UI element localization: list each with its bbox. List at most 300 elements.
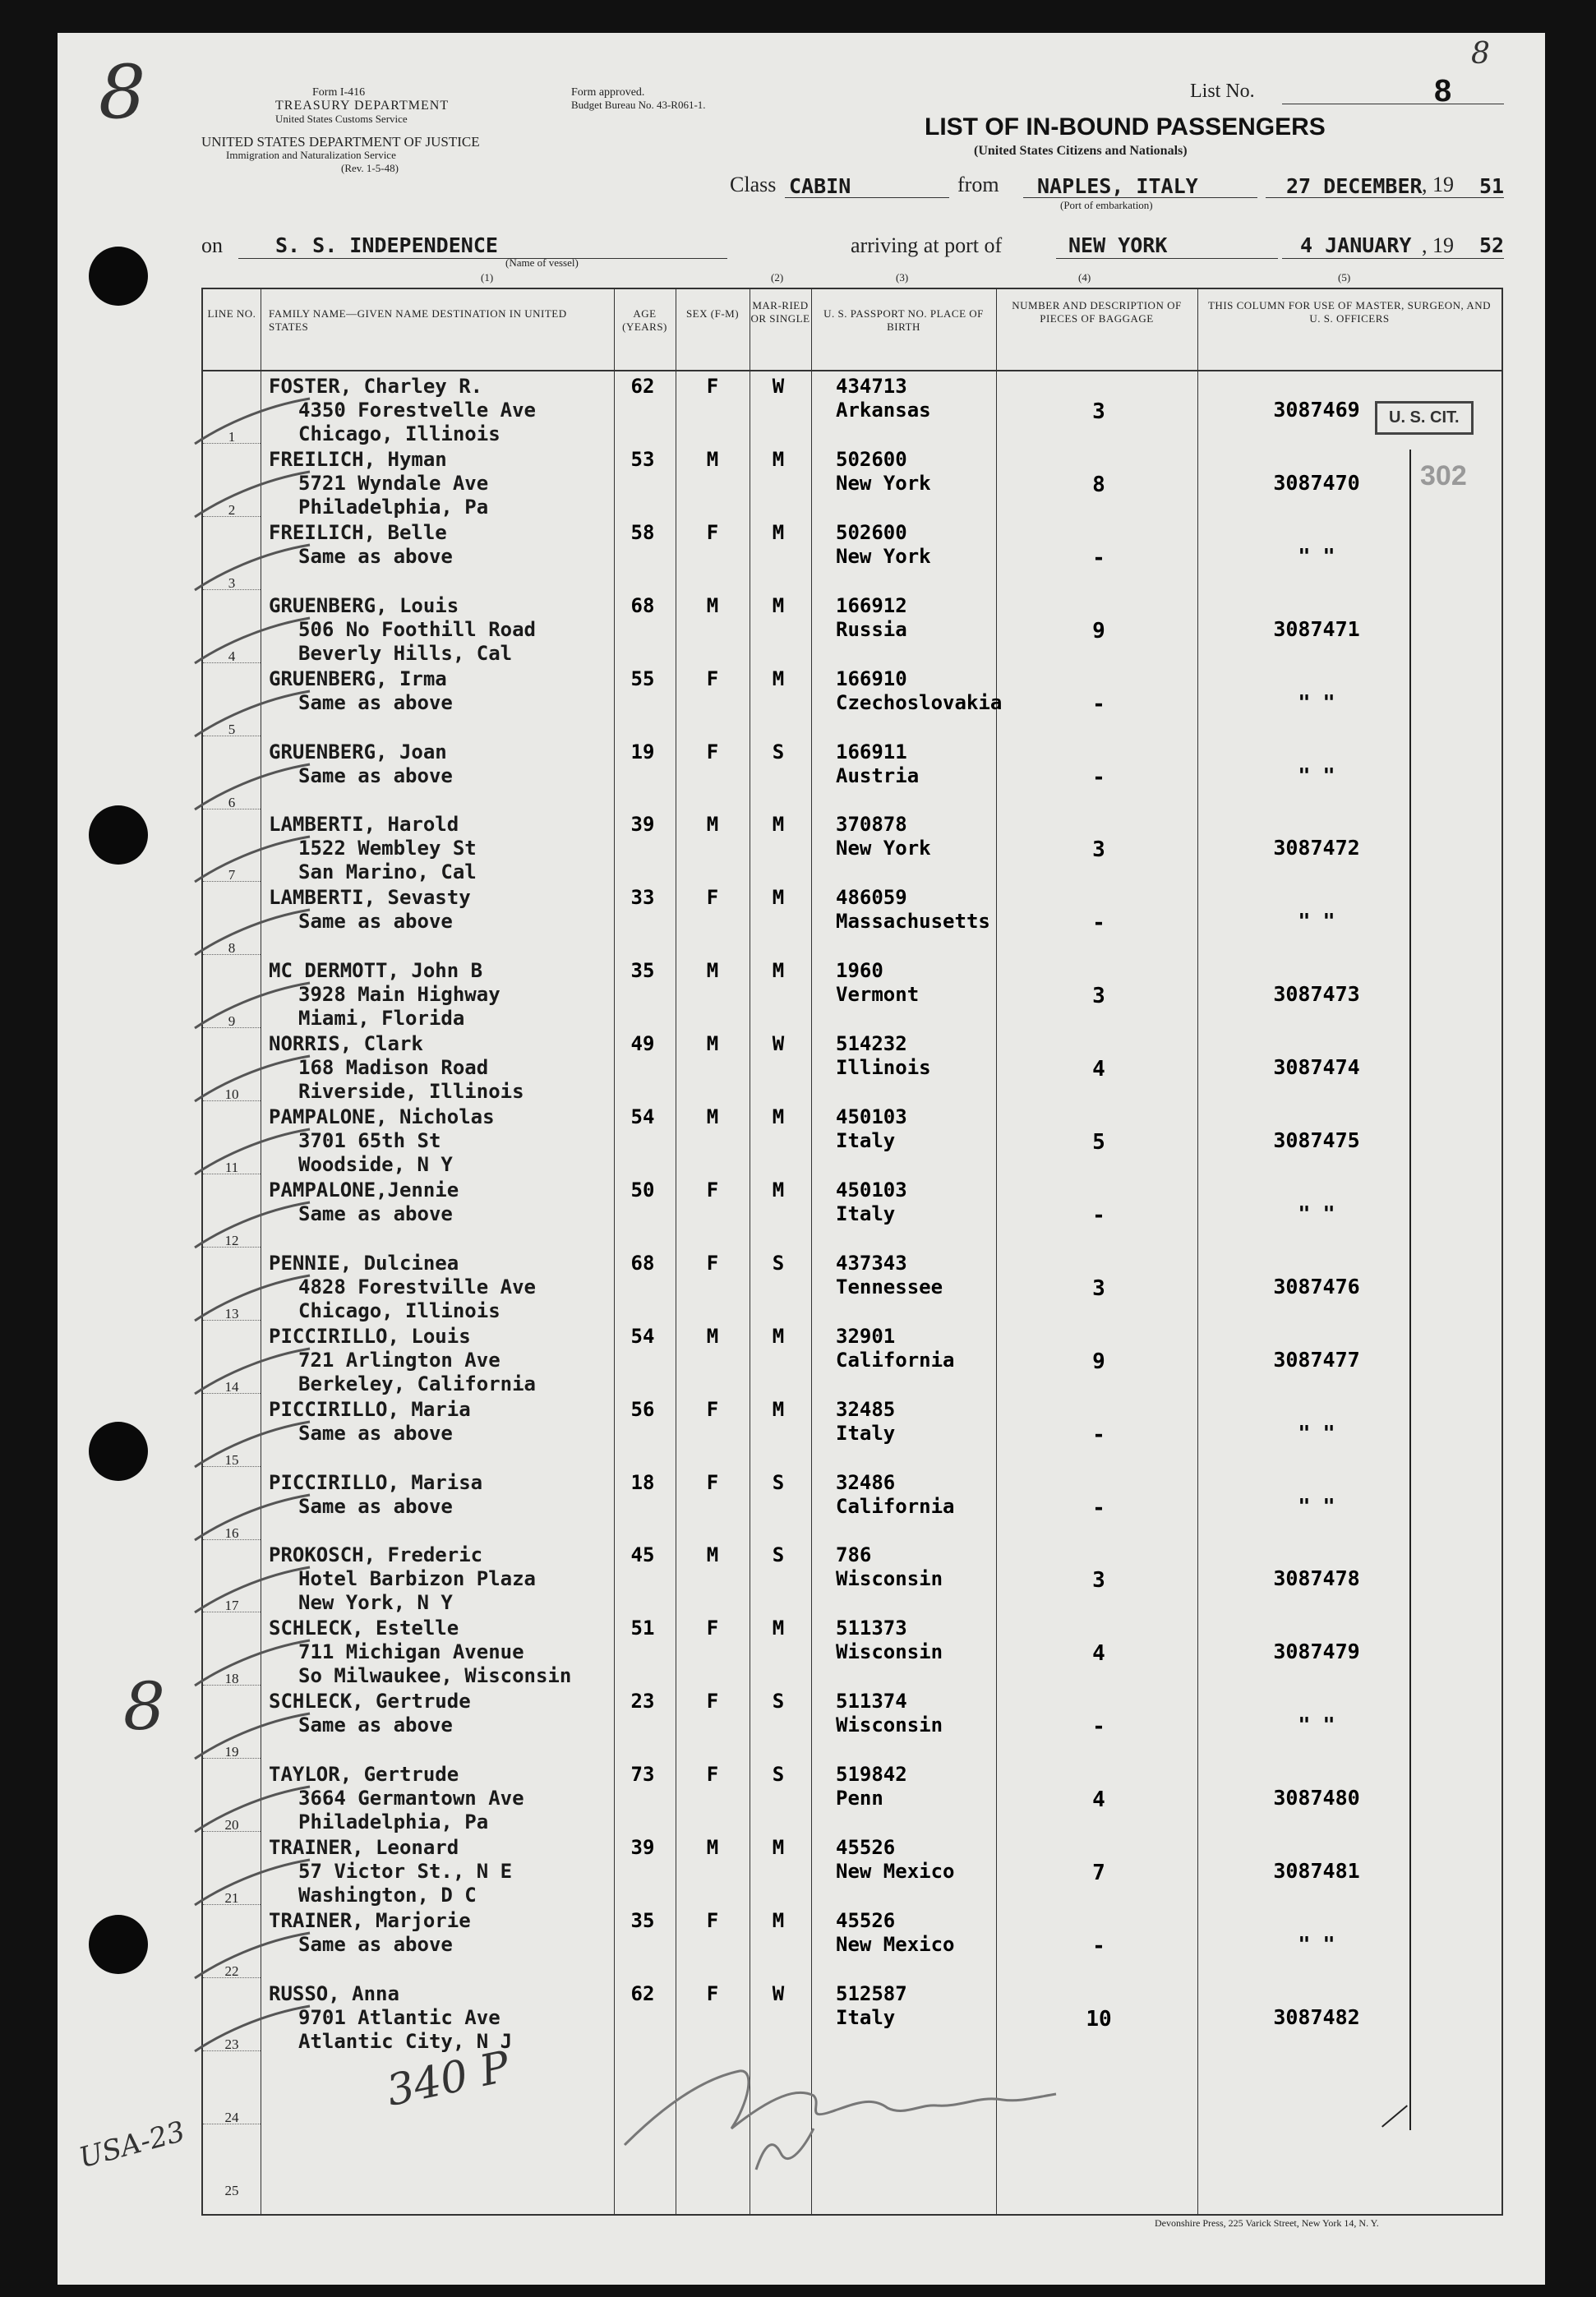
address-line-1: Same as above bbox=[298, 1714, 453, 1737]
passport-number: 32901 bbox=[836, 1324, 896, 1348]
marital-status: M bbox=[772, 1836, 785, 1859]
address-line-1: Same as above bbox=[298, 1421, 453, 1445]
sex: F bbox=[706, 1178, 719, 1202]
place-of-birth: Tennessee bbox=[836, 1275, 943, 1298]
baggage-count: 3 bbox=[1092, 1568, 1105, 1594]
address-line-2: So Milwaukee, Wisconsin bbox=[298, 1664, 572, 1688]
place-of-birth: Austria bbox=[836, 763, 920, 787]
officer-entry: " " bbox=[1298, 543, 1335, 568]
baggage-count: - bbox=[1092, 691, 1105, 717]
column-number: (3) bbox=[896, 271, 909, 284]
officer-signature bbox=[608, 2046, 1068, 2178]
baggage-count: - bbox=[1092, 1422, 1105, 1447]
sex: F bbox=[706, 1690, 719, 1714]
address-line-2: Woodside, N Y bbox=[298, 1153, 453, 1176]
us-citizen-stamp: U. S. CIT. bbox=[1375, 401, 1474, 435]
place-of-birth: Penn bbox=[836, 1787, 883, 1810]
passport-birthplace bbox=[836, 1836, 955, 1884]
sex: M bbox=[706, 447, 719, 471]
passenger-name: PROKOSCH, Frederic bbox=[269, 1543, 483, 1567]
passport-birthplace bbox=[836, 1252, 943, 1299]
passenger-name: GRUENBERG, Irma bbox=[269, 666, 447, 690]
table-row bbox=[203, 809, 1501, 882]
arrival-date: 4 JANUARY bbox=[1300, 233, 1412, 257]
place-of-birth: Czechoslovakia bbox=[836, 690, 1003, 714]
officer-entry: 3087469 bbox=[1273, 398, 1360, 422]
age: 56 bbox=[630, 1397, 655, 1421]
table-row bbox=[203, 883, 1501, 955]
marital-status: M bbox=[772, 886, 785, 910]
table-row bbox=[203, 1540, 1501, 1615]
line-number: 21 bbox=[224, 1890, 239, 1906]
officer-entry: " " bbox=[1298, 690, 1335, 714]
address-line-1: Same as above bbox=[298, 690, 453, 714]
passenger-name: NORRIS, Clark bbox=[269, 1032, 423, 1056]
passport-birthplace bbox=[836, 1398, 895, 1446]
line-number: 8 bbox=[228, 940, 236, 957]
class-label: Class bbox=[730, 173, 777, 196]
place-of-birth: New York bbox=[836, 837, 931, 860]
arrive-year-prefix: , 19 bbox=[1422, 233, 1454, 257]
class-value: CABIN bbox=[789, 174, 851, 198]
officer-entry: 3087477 bbox=[1273, 1347, 1360, 1372]
passport-number: 511374 bbox=[836, 1690, 907, 1714]
address-line-1: Hotel Barbizon Plaza bbox=[298, 1567, 536, 1591]
dept-customs: United States Customs Service bbox=[275, 113, 408, 125]
sex: M bbox=[706, 1543, 719, 1567]
port-line bbox=[1056, 258, 1278, 259]
address-line-1: 4828 Forestville Ave bbox=[298, 1275, 536, 1298]
sex: M bbox=[706, 1032, 719, 1056]
baggage-count: 3 bbox=[1092, 399, 1105, 424]
age: 54 bbox=[630, 1324, 655, 1348]
row-separator bbox=[203, 443, 261, 444]
passport-number: 450103 bbox=[836, 1105, 907, 1128]
dept-justice: UNITED STATES DEPARTMENT OF JUSTICE bbox=[201, 134, 480, 150]
officer-entry: 3087478 bbox=[1273, 1566, 1360, 1591]
place-of-birth: Massachusetts bbox=[836, 910, 990, 934]
place-of-birth: Italy bbox=[836, 1129, 896, 1152]
line-number: 5 bbox=[228, 721, 236, 737]
table-row bbox=[203, 737, 1501, 809]
passenger-name: TAYLOR, Gertrude bbox=[269, 1763, 459, 1787]
table-row bbox=[203, 371, 1501, 444]
row-separator bbox=[203, 662, 261, 663]
address-line-2: San Marino, Cal bbox=[298, 860, 477, 884]
column-number: (4) bbox=[1078, 271, 1091, 284]
row-separator bbox=[203, 1977, 261, 1978]
passport-birthplace bbox=[836, 886, 990, 934]
vessel-line bbox=[238, 258, 727, 259]
arrival-year: 52 bbox=[1479, 233, 1505, 257]
officer-entry: " " bbox=[1298, 763, 1335, 787]
passport-birthplace bbox=[836, 1471, 955, 1519]
depart-year-prefix: , 19 bbox=[1422, 173, 1454, 196]
from-label: from bbox=[957, 173, 999, 196]
line-number: 2 bbox=[228, 501, 236, 518]
sex: F bbox=[706, 1251, 719, 1275]
table-row bbox=[203, 591, 1501, 663]
passenger-name: MC DERMOTT, John B bbox=[269, 959, 483, 983]
passport-number: 786 bbox=[836, 1543, 872, 1567]
place-of-birth: New York bbox=[836, 544, 931, 568]
place-of-birth: Vermont bbox=[836, 983, 920, 1007]
passenger-name: RUSSO, Anna bbox=[269, 1981, 399, 2005]
place-of-birth: California bbox=[836, 1348, 955, 1372]
sex: F bbox=[706, 1763, 719, 1787]
passport-birthplace bbox=[836, 667, 1002, 715]
address-line-2: Chicago, Illinois bbox=[298, 422, 500, 445]
passenger-name: TRAINER, Marjorie bbox=[269, 1908, 471, 1932]
officer-entry: 3087481 bbox=[1273, 1859, 1360, 1883]
table-row bbox=[203, 1175, 1501, 1248]
port-of-arrival: NEW YORK bbox=[1068, 233, 1168, 257]
age: 68 bbox=[630, 593, 655, 617]
line-number: 15 bbox=[224, 1451, 239, 1468]
sex: M bbox=[706, 1836, 719, 1859]
address-line-1: 3701 65th St bbox=[298, 1129, 441, 1152]
sex: F bbox=[706, 1470, 719, 1494]
place-of-birth: California bbox=[836, 1494, 955, 1518]
passport-number: 512587 bbox=[836, 1981, 907, 2005]
marital-status: M bbox=[772, 1397, 785, 1421]
row-separator bbox=[203, 1247, 261, 1248]
age: 45 bbox=[630, 1543, 655, 1567]
passport-birthplace bbox=[836, 1763, 907, 1810]
passport-number: 434713 bbox=[836, 375, 907, 398]
passenger-name: FREILICH, Hyman bbox=[269, 447, 447, 471]
passport-number: 511373 bbox=[836, 1617, 907, 1640]
punch-hole bbox=[89, 247, 148, 306]
passport-number: 502600 bbox=[836, 520, 907, 544]
officer-entry: 3087473 bbox=[1273, 982, 1360, 1007]
column-number: (5) bbox=[1338, 271, 1351, 284]
officer-entry: " " bbox=[1298, 909, 1335, 934]
port-of-embarkation: NAPLES, ITALY bbox=[1037, 174, 1198, 198]
line-number: 10 bbox=[224, 1086, 239, 1103]
line-number: 24 bbox=[224, 2109, 239, 2125]
row-separator bbox=[203, 1685, 261, 1686]
officer-entry: 3087480 bbox=[1273, 1786, 1360, 1810]
sex: F bbox=[706, 1617, 719, 1640]
passenger-name: GRUENBERG, Joan bbox=[269, 740, 447, 763]
place-of-birth: Wisconsin bbox=[836, 1714, 943, 1737]
passport-birthplace bbox=[836, 1032, 931, 1080]
baggage-count: - bbox=[1092, 764, 1105, 790]
passport-number: 519842 bbox=[836, 1763, 907, 1787]
table-row bbox=[203, 956, 1501, 1031]
row-separator bbox=[203, 1100, 261, 1101]
vessel-name: S. S. INDEPENDENCE bbox=[275, 233, 498, 257]
table-row bbox=[203, 1468, 1501, 1540]
printer-imprint: Devonshire Press, 225 Varick Street, New York 14, N. Y. bbox=[1155, 2217, 1379, 2229]
passport-birthplace bbox=[836, 959, 919, 1007]
officer-entry: 3087470 bbox=[1273, 470, 1360, 495]
punch-hole bbox=[89, 1422, 148, 1481]
age: 51 bbox=[630, 1617, 655, 1640]
passenger-name: SCHLECK, Estelle bbox=[269, 1617, 459, 1640]
address-line-1: Same as above bbox=[298, 1932, 453, 1956]
passenger-name: FOSTER, Charley R. bbox=[269, 375, 483, 398]
row-separator bbox=[203, 1539, 261, 1540]
baggage-count: - bbox=[1092, 1933, 1105, 1958]
marital-status: M bbox=[772, 1324, 785, 1348]
punch-hole bbox=[89, 805, 148, 865]
address-line-1: Same as above bbox=[298, 763, 453, 787]
table-row bbox=[203, 1029, 1501, 1104]
officer-entry: " " bbox=[1298, 1201, 1335, 1225]
table-row bbox=[203, 518, 1501, 590]
sex: F bbox=[706, 1981, 719, 2005]
row-separator bbox=[203, 2050, 261, 2051]
column-number: (2) bbox=[771, 271, 784, 284]
table-row bbox=[203, 1395, 1501, 1467]
header-passport-birthplace: U. S. PASSPORT NO. PLACE OF BIRTH bbox=[823, 307, 984, 333]
passport-number: 166912 bbox=[836, 593, 907, 617]
place-of-birth: Russia bbox=[836, 617, 907, 641]
line-number: 19 bbox=[224, 1744, 239, 1760]
place-of-birth: New York bbox=[836, 471, 931, 495]
marital-status: S bbox=[772, 1251, 785, 1275]
handwritten-margin-mark: 8 bbox=[123, 1668, 165, 1745]
marital-status: S bbox=[772, 1470, 785, 1494]
sex: M bbox=[706, 1324, 719, 1348]
row-separator bbox=[203, 1320, 261, 1321]
passport-birthplace bbox=[836, 1543, 943, 1591]
address-line-1: Same as above bbox=[298, 1202, 453, 1225]
header-marital-status: MAR-RIED OR SINGLE bbox=[750, 299, 810, 325]
baggage-count: - bbox=[1092, 1495, 1105, 1520]
place-of-birth: Italy bbox=[836, 1202, 896, 1225]
row-separator bbox=[203, 516, 261, 517]
baggage-count: - bbox=[1092, 911, 1105, 936]
address-line-2: Miami, Florida bbox=[298, 1007, 465, 1031]
on-label: on bbox=[201, 233, 223, 257]
marital-status: S bbox=[772, 740, 785, 763]
line-number: 16 bbox=[224, 1524, 239, 1541]
address-line-1: 9701 Atlantic Ave bbox=[298, 2005, 500, 2029]
passport-number: 514232 bbox=[836, 1032, 907, 1056]
dept-treasury: TREASURY DEPARTMENT bbox=[275, 99, 450, 113]
officer-entry: 3087476 bbox=[1273, 1274, 1360, 1298]
passport-number: 45526 bbox=[836, 1836, 896, 1859]
address-line-2: Beverly Hills, Cal bbox=[298, 641, 513, 665]
passport-birthplace bbox=[836, 594, 907, 642]
marital-status: M bbox=[772, 666, 785, 690]
passport-birthplace bbox=[836, 375, 931, 422]
officer-entry: 3087474 bbox=[1273, 1055, 1360, 1080]
marital-status: M bbox=[772, 1178, 785, 1202]
passport-number: 45526 bbox=[836, 1908, 896, 1932]
place-of-birth: Wisconsin bbox=[836, 1640, 943, 1664]
sex: F bbox=[706, 1908, 719, 1932]
marital-status: S bbox=[772, 1543, 785, 1567]
baggage-count: 3 bbox=[1092, 837, 1105, 863]
marital-status: M bbox=[772, 1908, 785, 1932]
age: 58 bbox=[630, 520, 655, 544]
line-number: 4 bbox=[228, 648, 236, 664]
line-number: 6 bbox=[228, 794, 236, 810]
passenger-name: FREILICH, Belle bbox=[269, 520, 447, 544]
address-line-2: Atlantic City, N J bbox=[298, 2029, 513, 2053]
address-line-1: Same as above bbox=[298, 544, 453, 568]
age: 53 bbox=[630, 447, 655, 471]
place-of-birth: Italy bbox=[836, 1421, 896, 1445]
row-separator bbox=[203, 1758, 261, 1759]
table-row bbox=[203, 1102, 1501, 1174]
baggage-count: 9 bbox=[1092, 618, 1105, 643]
bracket-line bbox=[1409, 450, 1411, 2130]
place-of-birth: Illinois bbox=[836, 1056, 931, 1080]
port-embarkation-note: (Port of embarkation) bbox=[1060, 199, 1153, 211]
passport-number: 486059 bbox=[836, 886, 907, 910]
row-separator bbox=[203, 954, 261, 955]
passport-birthplace bbox=[836, 813, 931, 860]
place-of-birth: New Mexico bbox=[836, 1932, 955, 1956]
form-title: LIST OF IN-BOUND PASSENGERS bbox=[925, 113, 1326, 141]
age: 18 bbox=[630, 1470, 655, 1494]
vessel-note: (Name of vessel) bbox=[505, 256, 579, 269]
sex: M bbox=[706, 593, 719, 617]
officer-entry: 3087471 bbox=[1273, 616, 1360, 641]
table-row bbox=[203, 664, 1501, 736]
line-number: 17 bbox=[224, 1598, 239, 1614]
passport-number: 370878 bbox=[836, 813, 907, 837]
place-of-birth: Wisconsin bbox=[836, 1567, 943, 1591]
marital-status: W bbox=[772, 1032, 785, 1056]
baggage-count: 8 bbox=[1092, 472, 1105, 497]
age: 54 bbox=[630, 1105, 655, 1128]
address-line-1: 3928 Main Highway bbox=[298, 983, 500, 1007]
row-separator bbox=[203, 1466, 261, 1467]
baggage-count: 7 bbox=[1092, 1861, 1105, 1885]
address-line-1: 506 No Foothill Road bbox=[298, 617, 536, 641]
passport-number: 166911 bbox=[836, 740, 907, 763]
address-line-1: 4350 Forestvelle Ave bbox=[298, 399, 536, 422]
sex: F bbox=[706, 520, 719, 544]
passport-number: 450103 bbox=[836, 1178, 907, 1202]
age: 55 bbox=[630, 666, 655, 690]
baggage-count: 4 bbox=[1092, 1057, 1105, 1082]
header-line-no: LINE NO. bbox=[207, 307, 256, 320]
line-number: 14 bbox=[224, 1378, 239, 1395]
revision-date: (Rev. 1-5-48) bbox=[341, 162, 399, 174]
passenger-name: PICCIRILLO, Marisa bbox=[269, 1470, 483, 1494]
table-row bbox=[203, 1321, 1501, 1394]
line-number: 11 bbox=[224, 1160, 239, 1175]
passenger-name: PICCIRILLO, Maria bbox=[269, 1397, 471, 1421]
marital-status: M bbox=[772, 959, 785, 983]
passport-number: 437343 bbox=[836, 1251, 907, 1275]
sex: F bbox=[706, 1397, 719, 1421]
baggage-count: 4 bbox=[1092, 1641, 1105, 1667]
line-number: 25 bbox=[224, 2182, 239, 2198]
passenger-name: PAMPALONE, Nicholas bbox=[269, 1105, 495, 1128]
marital-status: M bbox=[772, 813, 785, 837]
column-number: (1) bbox=[481, 271, 494, 284]
sex: F bbox=[706, 375, 719, 398]
stamp-number: 302 bbox=[1420, 460, 1467, 491]
marital-status: S bbox=[772, 1690, 785, 1714]
row-separator bbox=[203, 1393, 261, 1394]
place-of-birth: New Mexico bbox=[836, 1860, 955, 1883]
passport-birthplace bbox=[836, 1178, 907, 1226]
header-sex: SEX (F-M) bbox=[685, 307, 740, 320]
address-line-2: New York, N Y bbox=[298, 1591, 453, 1615]
address-line-1: 5721 Wyndale Ave bbox=[298, 471, 489, 495]
passport-birthplace bbox=[836, 521, 931, 569]
officer-entry: " " bbox=[1298, 1713, 1335, 1737]
sex: M bbox=[706, 1105, 719, 1128]
handwritten-mark: 8 bbox=[1471, 37, 1490, 71]
address-line-1: 3664 Germantown Ave bbox=[298, 1787, 524, 1810]
baggage-count: - bbox=[1092, 1202, 1105, 1228]
line-number: 12 bbox=[224, 1232, 239, 1248]
handwritten-usa-note: USA-23 bbox=[76, 2115, 189, 2175]
line-number: 9 bbox=[228, 1013, 236, 1030]
marital-status: M bbox=[772, 1617, 785, 1640]
dept-immigration: Immigration and Naturalization Service bbox=[226, 149, 396, 161]
passport-birthplace bbox=[836, 1909, 955, 1957]
age: 49 bbox=[630, 1032, 655, 1056]
address-line-1: 721 Arlington Ave bbox=[298, 1348, 500, 1372]
marital-status: M bbox=[772, 1105, 785, 1128]
passport-birthplace bbox=[836, 1690, 943, 1737]
passport-birthplace bbox=[836, 740, 919, 788]
line-number: 20 bbox=[224, 1817, 239, 1833]
passport-number: 32485 bbox=[836, 1397, 896, 1421]
address-line-2: Berkeley, California bbox=[298, 1372, 536, 1395]
age: 62 bbox=[630, 1981, 655, 2005]
sex: F bbox=[706, 666, 719, 690]
officer-entry: " " bbox=[1298, 1420, 1335, 1445]
passenger-name: PENNIE, Dulcinea bbox=[269, 1251, 459, 1275]
marital-status: M bbox=[772, 520, 785, 544]
header-baggage: NUMBER AND DESCRIPTION OF PIECES OF BAGGAGE bbox=[1012, 299, 1182, 325]
passport-birthplace bbox=[836, 1325, 955, 1372]
departure-date: 27 DECEMBER bbox=[1286, 174, 1423, 198]
line-number: 1 bbox=[228, 429, 236, 445]
sex: F bbox=[706, 886, 719, 910]
address-line-1: Same as above bbox=[298, 1494, 453, 1518]
passenger-name: PAMPALONE,Jennie bbox=[269, 1178, 459, 1202]
baggage-count: 4 bbox=[1092, 1787, 1105, 1813]
age: 35 bbox=[630, 1908, 655, 1932]
officer-entry: 3087472 bbox=[1273, 836, 1360, 860]
passport-birthplace bbox=[836, 1982, 907, 2030]
row-separator bbox=[203, 1831, 261, 1832]
age: 23 bbox=[630, 1690, 655, 1714]
budget-bureau: Budget Bureau No. 43-R061-1. bbox=[571, 99, 706, 111]
row-separator bbox=[203, 589, 261, 590]
officer-entry: " " bbox=[1298, 1493, 1335, 1518]
passenger-name: GRUENBERG, Louis bbox=[269, 593, 459, 617]
passenger-table bbox=[201, 288, 1503, 2216]
marital-status: W bbox=[772, 1981, 785, 2005]
address-line-1: 1522 Wembley St bbox=[298, 837, 477, 860]
passenger-name: LAMBERTI, Harold bbox=[269, 813, 459, 837]
departure-year: 51 bbox=[1479, 174, 1505, 198]
passenger-name: TRAINER, Leonard bbox=[269, 1836, 459, 1859]
baggage-count: 3 bbox=[1092, 1275, 1105, 1301]
sex: F bbox=[706, 740, 719, 763]
passenger-name: SCHLECK, Gertrude bbox=[269, 1690, 471, 1714]
passport-birthplace bbox=[836, 1617, 943, 1664]
address-line-2: Philadelphia, Pa bbox=[298, 1810, 489, 1834]
passport-number: 502600 bbox=[836, 447, 907, 471]
age: 33 bbox=[630, 886, 655, 910]
table-row bbox=[203, 1613, 1501, 1686]
